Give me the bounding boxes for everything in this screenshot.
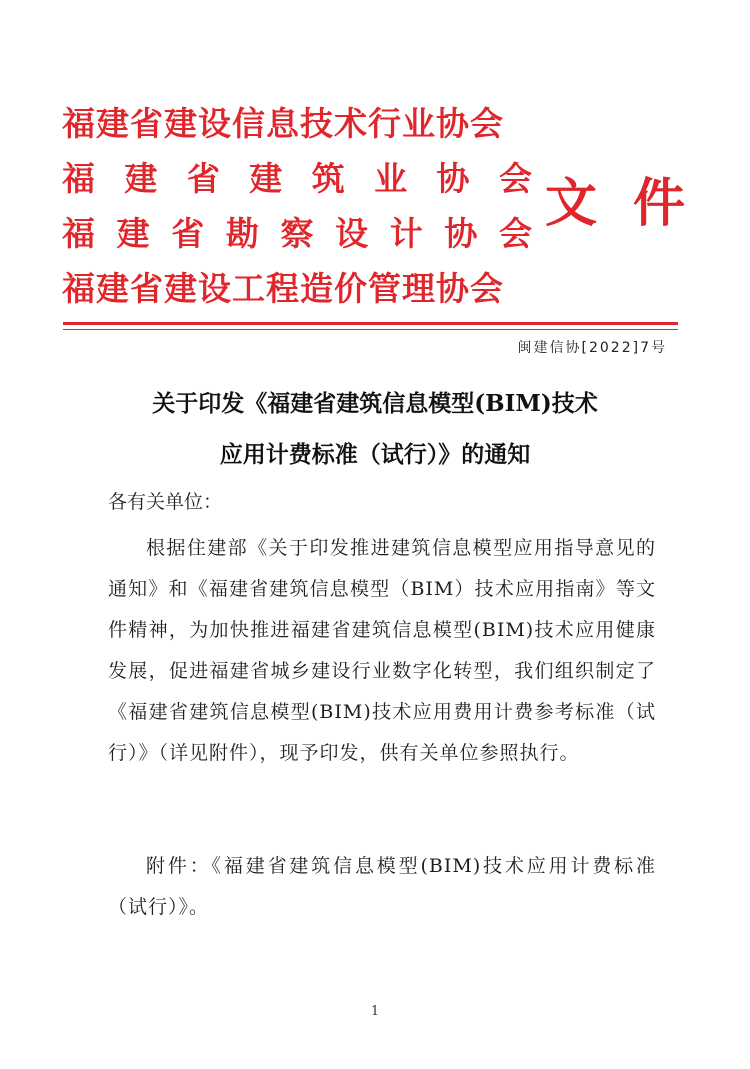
document-number: 闽建信协[2022]7号 bbox=[517, 340, 667, 356]
salutation: 各有关单位： bbox=[108, 491, 223, 513]
page-number: 1 bbox=[370, 1004, 380, 1019]
red-header-rule-thin bbox=[63, 329, 678, 330]
document-title-line-2: 应用计费标准（试行）》的通知 bbox=[219, 441, 531, 468]
body-paragraph: 根据住建部《关于印发推进建筑信息模型应用指导意见的通知》和《福建省建筑信息模型（BIM）技术应用指南》等文件精神，为加快推进福建省建筑信息模型(BIM)技术应用健康发展，促进福建省城乡建设行业数字化转型，我们组织制定了《福建省建筑信息模型(BIM)技术应用费用计费参考标准（试行）》（详见附件），现予印发，供有关单位参照执行。 bbox=[108, 537, 656, 764]
document-title-line-1: 关于印发《福建省建筑信息模型(BIM)技术 bbox=[152, 390, 598, 417]
document-type-label: 文 件 bbox=[545, 173, 685, 234]
attachment-note: 附件：《福建省建筑信息模型(BIM)技术应用计费标准（试行）》。 bbox=[108, 855, 656, 918]
issuer-name: 福 建 省 建 筑 业 协 会 bbox=[62, 159, 532, 198]
issuer-name: 福建省建设工程造价管理协会 bbox=[62, 269, 504, 308]
issuer-name: 福 建 省 勘 察 设 计 协 会 bbox=[62, 214, 532, 253]
issuer-list bbox=[62, 96, 532, 316]
issuer-name: 福建省建设信息技术行业协会 bbox=[62, 104, 504, 143]
red-header-rule bbox=[63, 322, 678, 325]
